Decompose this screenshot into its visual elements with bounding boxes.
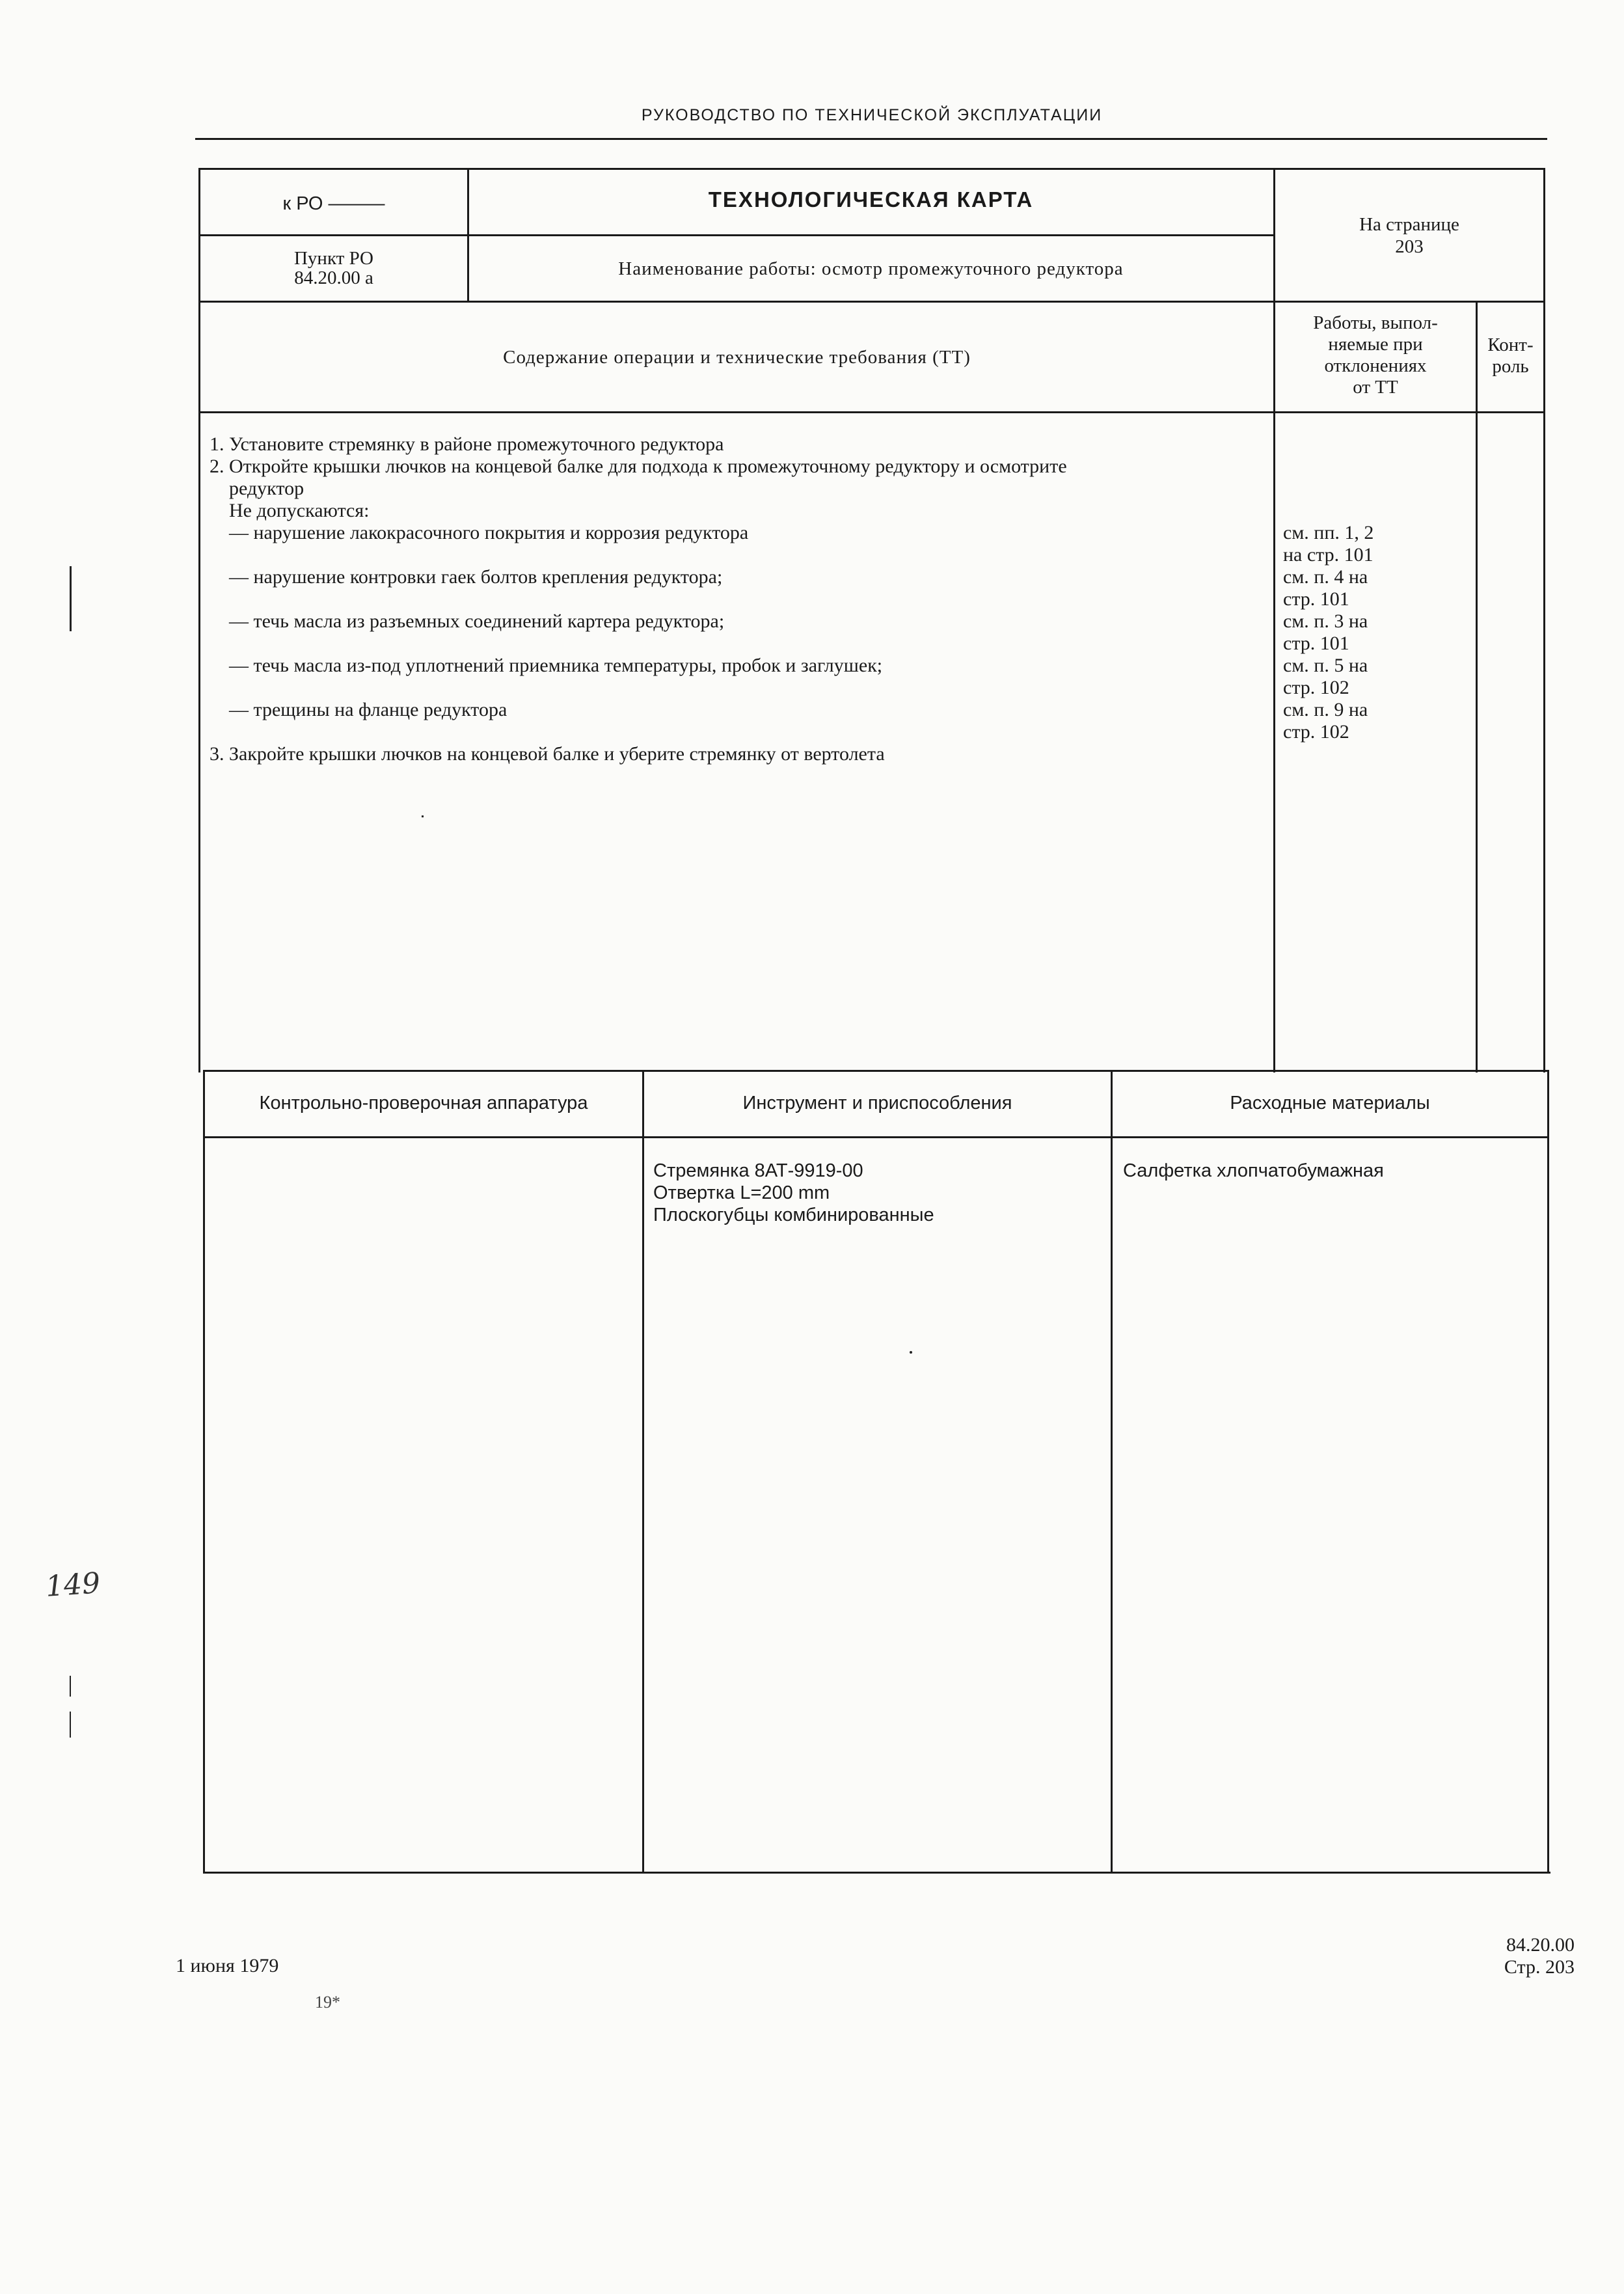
footer-page: Стр. 203 [1504, 1956, 1575, 1978]
deviation-ref: см. п. 4 на [1283, 566, 1368, 588]
margin-mark [70, 1712, 71, 1738]
list-item: 3. Закройте крышки лючков на концевой балке и уберите стремянку от вертолета [210, 743, 885, 765]
list-item: 1. Установите стремянку в районе промежуточного редуктора [210, 433, 724, 455]
deviation-ref: см. пп. 1, 2 [1283, 522, 1374, 543]
col-header-control [1478, 335, 1543, 377]
deviation-ref: стр. 102 [1283, 721, 1349, 743]
running-title: РУКОВОДСТВО ПО ТЕХНИЧЕСКОЙ ЭКСПЛУАТАЦИИ [641, 106, 1103, 124]
item-label: Пункт РО [293, 248, 374, 269]
resources-border-left [203, 1070, 205, 1874]
list-item [210, 633, 1270, 655]
margin-mark [70, 566, 72, 631]
list-item: — течь масла из разъемных соединений картера редуктора; [210, 610, 725, 632]
deviation-line: Работы, выпол- [1313, 312, 1438, 333]
footer-ref [1405, 1934, 1575, 1978]
table-border-right [1543, 168, 1545, 1072]
resources-border-right [1547, 1070, 1549, 1874]
list-item: Стремянка 8АТ-9919-00 [653, 1160, 863, 1181]
resources-border-bottom [203, 1872, 1550, 1874]
list-item: редуктор [210, 478, 304, 499]
resources-header-bottom [203, 1136, 1548, 1138]
resources-col-divider-2 [1111, 1070, 1113, 1874]
deviation-line: отклонениях [1324, 355, 1427, 376]
deviation-line: от ТТ [1353, 377, 1398, 398]
page-ref [1275, 213, 1543, 258]
table-border-left [198, 168, 200, 1072]
col-header-operation: Содержание операции и технические требования (ТТ) [503, 347, 971, 368]
footer-sheet-mark: 19* [315, 1993, 340, 2012]
deviation-ref: см. п. 5 на [1283, 655, 1368, 676]
list-item [210, 677, 1270, 699]
col-header-equipment: Контрольно-проверочная аппаратура [259, 1093, 588, 1113]
control-line: Конт- [1487, 335, 1534, 355]
operations-list [210, 433, 1270, 765]
list-item [210, 544, 1270, 566]
k-ro-label: к РО ——— [282, 193, 385, 214]
control-col-left [1476, 301, 1478, 1072]
resources-border-top [203, 1070, 1548, 1072]
footer-date: 1 июня 1979 [176, 1955, 279, 1976]
list-item [210, 588, 1270, 610]
tools-list [653, 1160, 1109, 1226]
list-item: 2. Откройте крышки лючков на концевой балке для подхода к промежуточному редуктору и осмотрите [210, 456, 1067, 477]
list-item: — трещины на фланце редуктора [210, 699, 508, 720]
page-label: На странице [1359, 214, 1459, 235]
header-bottom [198, 301, 1545, 303]
deviation-ref: см. п. 3 на [1283, 610, 1368, 632]
resources-col-divider-1 [642, 1070, 644, 1874]
deviation-ref: на стр. 101 [1283, 544, 1374, 566]
list-item: Не допускаются: [210, 500, 370, 521]
materials-list [1123, 1160, 1546, 1182]
header-rule [195, 138, 1547, 140]
list-item: — нарушение лакокрасочного покрытия и коррозия редуктора [210, 522, 749, 543]
list-item: Плоскогубцы комбинированные [653, 1205, 934, 1225]
scan-dot [910, 1351, 912, 1354]
list-item [210, 721, 1270, 743]
columns-header-bottom [198, 411, 1545, 413]
deviation-line: няемые при [1328, 334, 1423, 355]
list-item: — нарушение контровки гаек болтов крепления редуктора; [210, 566, 723, 588]
card-title: ТЕХНОЛОГИЧЕСКАЯ КАРТА [708, 187, 1034, 212]
deviation-ref: см. п. 9 на [1283, 699, 1368, 720]
scan-dot [422, 815, 424, 817]
item-value: 84.20.00 а [294, 267, 373, 288]
deviation-ref: стр. 102 [1283, 677, 1349, 698]
header-divider [198, 234, 1275, 236]
item-cell [200, 249, 467, 288]
deviation-ref: стр. 101 [1283, 633, 1349, 654]
deviation-ref: стр. 101 [1283, 588, 1349, 610]
control-line: роль [1492, 356, 1529, 377]
col-header-tools: Инструмент и приспособления [742, 1093, 1012, 1113]
list-item: Салфетка хлопчатобумажная [1123, 1160, 1384, 1181]
footer-doc-number: 84.20.00 [1506, 1934, 1575, 1956]
handwritten-margin-number: 149 [44, 1566, 102, 1604]
list-item: Отвертка L=200 mm [653, 1182, 830, 1203]
table-border-top [198, 168, 1545, 170]
page-number: 203 [1395, 236, 1424, 257]
col-header-materials: Расходные материалы [1230, 1093, 1430, 1113]
deviation-refs [1283, 522, 1473, 743]
list-item: — течь масла из-под уплотнений приемника температуры, пробок и заглушек; [210, 655, 883, 676]
col-header-deviation [1275, 312, 1476, 398]
margin-mark [70, 1676, 71, 1697]
deviation-col-left [1273, 168, 1275, 1072]
work-name: Наименование работы: осмотр промежуточного редуктора [618, 258, 1124, 279]
